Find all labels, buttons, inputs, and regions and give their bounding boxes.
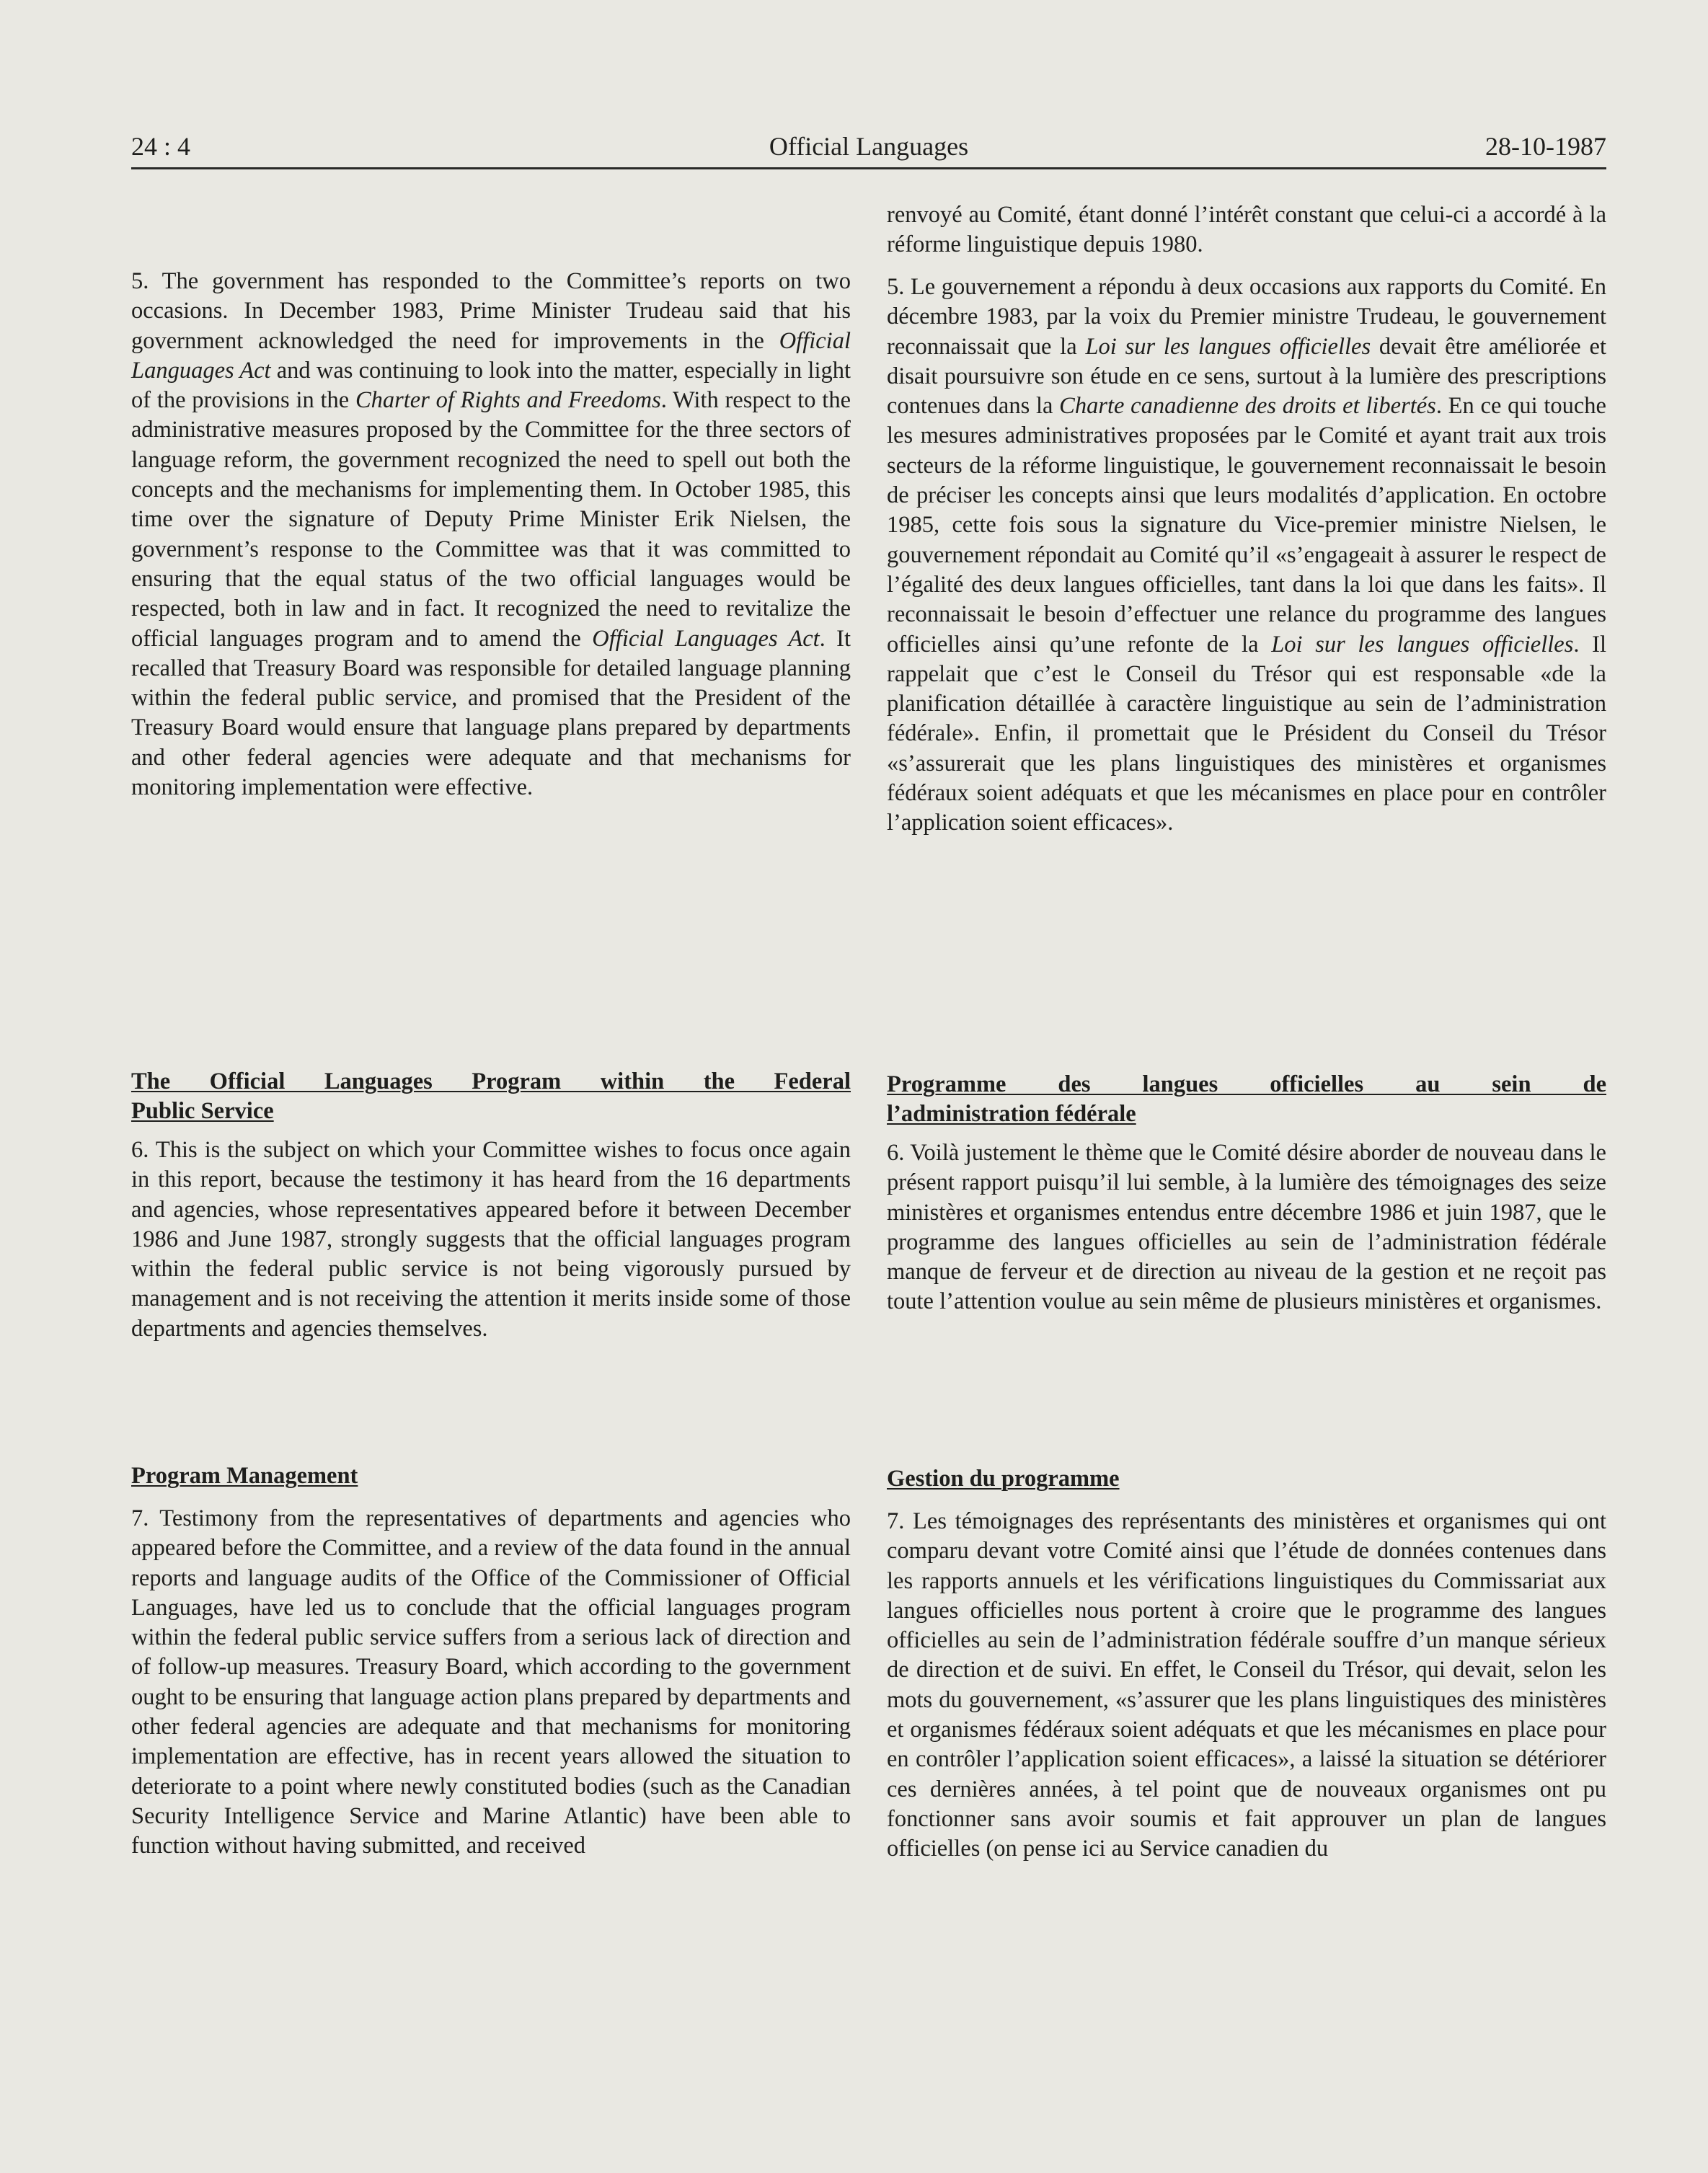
section-heading-program-fr — [887, 1070, 1606, 1137]
p5-fr-italic-1: Loi sur les langues officielles — [1085, 333, 1371, 360]
section-heading-program-en — [131, 1067, 851, 1134]
page-header — [131, 121, 1606, 169]
heading-line-2: Public Service — [131, 1098, 274, 1125]
heading-line-1: The Official Languages Program within the Federal — [131, 1068, 851, 1094]
p5-en-text-1: 5. The government has responded to the Committee’s reports on two occasions. In December 1983, Prime Minister Trudeau said that his government acknowledged the need for improvements in the — [131, 268, 851, 354]
p5-en-italic-1: Official Languages Act — [131, 327, 851, 384]
paragraph-5-fr — [887, 273, 1606, 838]
page-number: 24 : 4 — [131, 132, 191, 161]
paragraph-6-fr — [887, 1138, 1606, 1317]
p5-fr-italic-2: Charte canadienne des droits et libertés — [1059, 393, 1436, 420]
p5-fr-text-3: . En ce qui touche les mesures administratives proposées par le Comité et ayant trait aux trois secteurs de la réforme linguistique, le gouvernement reconnaissait le besoin de préciser les concepts ainsi que leurs modalités d’application. En octobre 1985, cette fois sous la signature du Vice-premier ministre Nielsen, le gouvernement répondait au Comité qu’il «s’engageait à assurer le respect de l’égalité des deux langues officielles, tant dans la loi que dans les faits». Il reconnaissait le besoin d’effectuer une relance du programme des langues officielles ainsi qu’une refonte de la — [887, 393, 1606, 658]
p5-fr-text-4: . Il rappelait que c’est le Conseil du Trésor qui est responsable «de la planification détaillée à caractère linguistique au sein de l’administration fédérale». Enfin, il promettait que le Président du Conseil du Trésor «s’assurerait que les plans linguistiques des ministères et organismes fédéraux soient adéquats et que les mécanismes en place pour en contrôler l’application soient efficaces». — [887, 631, 1606, 836]
p7-en-text: 7. Testimony from the representatives of departments and agencies who appeared before the Committee, and a review of the data found in the annual reports and language audits of the Office of the Commissioner of Official Languages, have led us to conclude that the official languages program within the federal public service suffers from a serious lack of direction and of follow-up measures. Treasury Board, which according to the government ought to be ensuring that language action plans prepared by departments and other federal agencies are adequate and that mechanisms for monitoring implementation are effective, has in recent years allowed the situation to deteriorate to a point where newly constituted bodies (such as the Canadian Security Intelligence Service and Marine Atlantic) have been able to function without having submitted, and received — [131, 1505, 851, 1859]
p6-fr-text: 6. Voilà justement le thème que le Comité désire aborder de nouveau dans le présent rapport puisqu’il lui semble, à la lumière des témoignages des seize ministères et organismes entendus entre décembre 1986 et juin 1987, que le programme des langues officielles au sein de l’administration fédérale manque de ferveur et de direction au niveau de la gestion et ne reçoit pas toute l’attention voulue au sein même de plusieurs ministères et organismes. — [887, 1140, 1606, 1315]
p5-en-italic-2: Charter of Rights and Freedoms — [355, 387, 661, 414]
heading-gestion-programme: Gestion du programme — [887, 1466, 1120, 1492]
p5-fr-italic-3: Loi sur les langues officielles — [1271, 631, 1574, 658]
paragraph-7-fr — [887, 1507, 1606, 1864]
p5-en-italic-3: Official Languages Act — [592, 625, 820, 652]
heading-line-2-fr: l’administration fédérale — [887, 1101, 1136, 1128]
paragraph-7-en — [131, 1504, 851, 1862]
section-heading-management-en — [131, 1461, 851, 1498]
heading-line-1-fr: Programme des langues officielles au sein de — [887, 1071, 1606, 1097]
p5-en-text-4: . It recalled that Treasury Board was responsible for detailed language planning within the federal public service, and promised that the President of the Treasury Board would ensure that language plans prepared by departments and other federal agencies were adequate and that mechanisms for monitoring implementation were effective. — [131, 625, 851, 801]
heading-program-management: Program Management — [131, 1463, 358, 1489]
p7-fr-text: 7. Les témoignages des représentants des ministères et organismes qui ont comparu devant votre Comité ainsi que l’étude de données contenues dans les rapports annuels et les vérifications linguistiques du Commissariat aux langues officielles nous portent à croire que le programme des langues officielles au sein de l’administration fédérale souffre d’un manque sérieux de direction et de suivi. En effet, le Conseil du Trésor, qui devait, selon les mots du gouvernement, «s’assurer que les plans linguistiques des ministères et organismes fédéraux soient adéquats et que les mécanismes en place pour en contrôler l’application soient efficaces», a laissé la situation se détériorer ces dernières années, à tel point que de nouveaux organismes ont pu fonctionner sans avoir soumis et fait approuver un plan de langues officielles (on pense ici au Service canadien du — [887, 1508, 1606, 1862]
paragraph-continued-fr — [887, 200, 1606, 260]
section-heading-management-fr — [887, 1464, 1606, 1501]
p5-en-text-2: and was continuing to look into the matter, especially in light of the provisions in the — [131, 357, 851, 414]
header-date: 28-10-1987 — [1485, 132, 1606, 161]
p5-fr-text-1: 5. Le gouvernement a répondu à deux occasions aux rapports du Comité. En décembre 1983, par la voix du Premier ministre Trudeau, le gouvernement reconnaissait que la — [887, 274, 1606, 360]
p5-en-text-3: . With respect to the administrative measures proposed by the Committee for the three sectors of language reform, the government recognized the need to spell out both the concepts and the mechanisms for implementing them. In October 1985, this time over the signature of Deputy Prime Minister Erik Nielsen, the government’s response to the Committee was that it was committed to ensuring that the equal status of the two official languages would be respected, both in law and in fact. It recognized the need to revitalize the official languages program and to amend the — [131, 387, 851, 652]
p6-en-text: 6. This is the subject on which your Committee wishes to focus once again in this report, because the testimony it has heard from the 16 departments and agencies, whose representatives appeared before it between December 1986 and June 1987, strongly suggests that the official languages program within the federal public service is not being vigorously pursued by management and is not receiving the attention it merits inside some of those departments and agencies themselves. — [131, 1137, 851, 1342]
paragraph-5-en — [131, 267, 851, 802]
paragraph-6-en — [131, 1136, 851, 1344]
running-title: Official Languages — [769, 132, 969, 161]
p-cont-fr-text: renvoyé au Comité, étant donné l’intérêt constant que celui-ci a accordé à la réforme linguistique depuis 1980. — [887, 202, 1606, 258]
p5-fr-text-2: devait être améliorée et disait poursuivre son étude en ce sens, surtout à la lumière des prescriptions contenues dans la — [887, 333, 1606, 420]
